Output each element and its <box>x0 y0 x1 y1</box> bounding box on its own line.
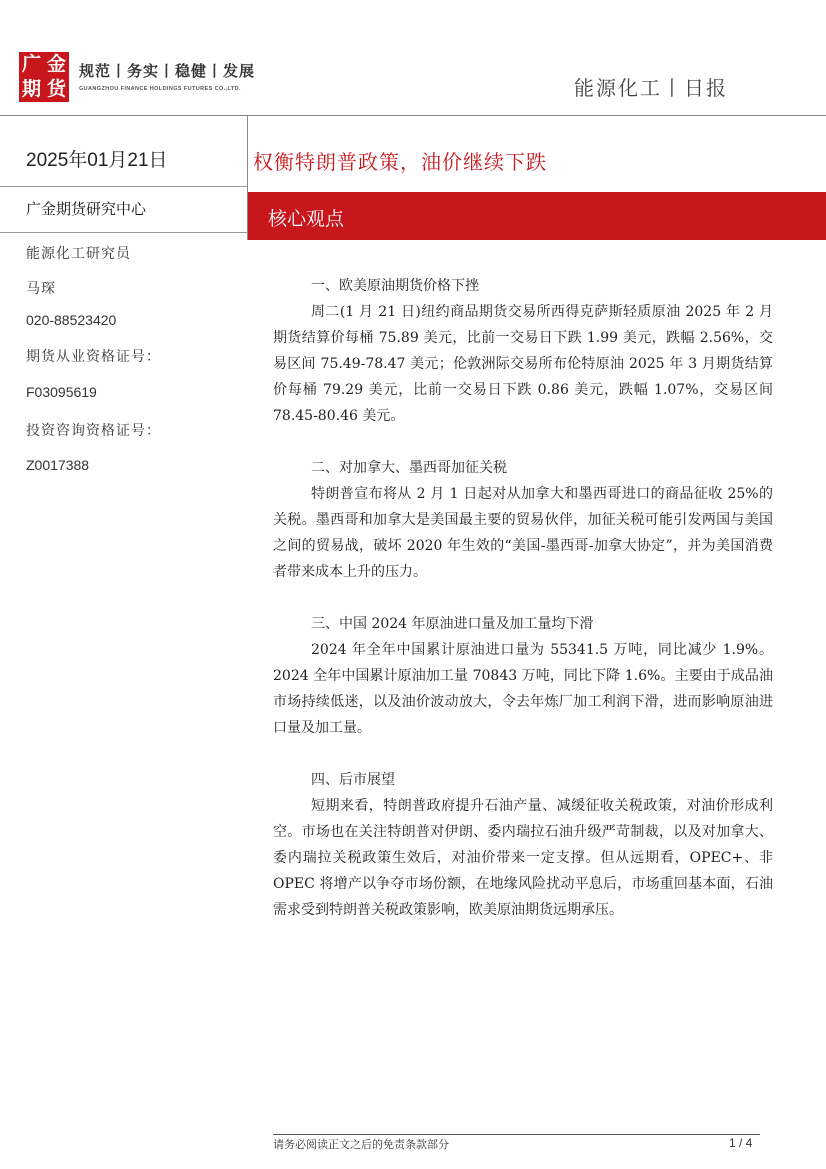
section-paragraph: 短期来看，特朗普政府提升石油产量、减缓征收关税政策，对油价形成利空。市场也在关注特朗普对伊朗、委内瑞拉石油升级严苛制裁，以及对加拿大、委内瑞拉关税政策生效后，对油价带来一定支撑。但从远期看，OPEC+、非 OPEC 将增产以争夺市场份额，在地缘风险扰动平息后，市场重回基本面，石油需求受到特朗普关税政策影响，欧美原油期货远期承压。 <box>273 798 773 918</box>
research-center: 广金期货研究中心 <box>26 200 147 218</box>
section-heading: 四、后市展望 <box>311 772 395 788</box>
section-heading: 二、对加拿大、墨西哥加征关税 <box>311 460 507 476</box>
logo-char: 广 <box>21 53 41 75</box>
section-heading: 三、中国 2024 年原油进口量及加工量均下滑 <box>311 616 594 632</box>
logo-char: 货 <box>46 78 66 100</box>
sidebar-divider-bottom <box>0 232 247 233</box>
banner-title: 核心观点 <box>268 208 345 230</box>
section-heading: 一、欧美原油期货价格下挫 <box>311 278 479 294</box>
header-divider <box>0 115 826 116</box>
section-paragraph: 2024 年全年中国累计原油进口量为 55341.5 万吨，同比减少 1.9%。2024 全年中国累计原油加工量 70843 万吨，同比下降 1.6%。主要由于成品油市场持续低迷，以及油价波动放大，令去年炼厂加工利润下滑，进而影响原油进口量及加工量。 <box>273 642 773 736</box>
core-view-banner <box>248 192 826 240</box>
analyst-title: 能源化工研究员 <box>26 246 131 262</box>
report-type: 能源化工丨日报 <box>574 76 728 100</box>
section-paragraph: 特朗普宣布将从 2 月 1 日起对从加拿大和墨西哥进口的商品征收 25%的关税。墨西哥和加拿大是美国最主要的贸易伙伴，加征关税可能引发两国与美国之间的贸易战，破坏 2020 年生效的“美国-墨西哥-加拿大协定”，并为美国消费者带来成本上升的压力。 <box>273 486 773 580</box>
footer-divider <box>273 1134 760 1135</box>
consulting-license-number: Z0017388 <box>26 457 90 473</box>
logo-char: 金 <box>46 53 66 75</box>
report-body <box>273 273 773 949</box>
company-english-name: GUANGZHOU FINANCE HOLDINGS FUTURES CO.,LTD. <box>79 86 241 92</box>
analyst-phone: 020-88523420 <box>26 312 117 328</box>
section-paragraph: 周二(1 月 21 日)纽约商品期货交易所西得克萨斯轻质原油 2025 年 2 月期货结算价每桶 75.89 美元，比前一交易日下跌 1.99 美元，跌幅 2.56%，交易区间 75.49-78.47 美元；伦敦洲际交易所布伦特原油 2025 年 3 月期货结算价每桶 79.29 美元，比前一交易日下跌 0.86 美元，跌幅 1.07%，交易区间 78.45-80.46 美元。 <box>273 304 773 424</box>
consulting-license-label: 投资咨询资格证号： <box>26 423 161 439</box>
page-number: 1 / 4 <box>729 1136 753 1150</box>
report-date: 2025年01月21日 <box>26 150 168 171</box>
company-logo <box>19 52 69 102</box>
analyst-name: 马琛 <box>26 281 56 297</box>
futures-license-label: 期货从业资格证号： <box>26 349 161 365</box>
sidebar-divider-top <box>0 186 247 187</box>
futures-license-number: F03095619 <box>26 384 97 400</box>
company-slogan: 规范丨务实丨稳健丨发展 <box>79 62 256 80</box>
logo-char: 期 <box>21 78 41 100</box>
disclaimer-note: 请务必阅读正文之后的免责条款部分 <box>273 1138 449 1151</box>
report-headline: 权衡特朗普政策，油价继续下跌 <box>253 150 547 174</box>
